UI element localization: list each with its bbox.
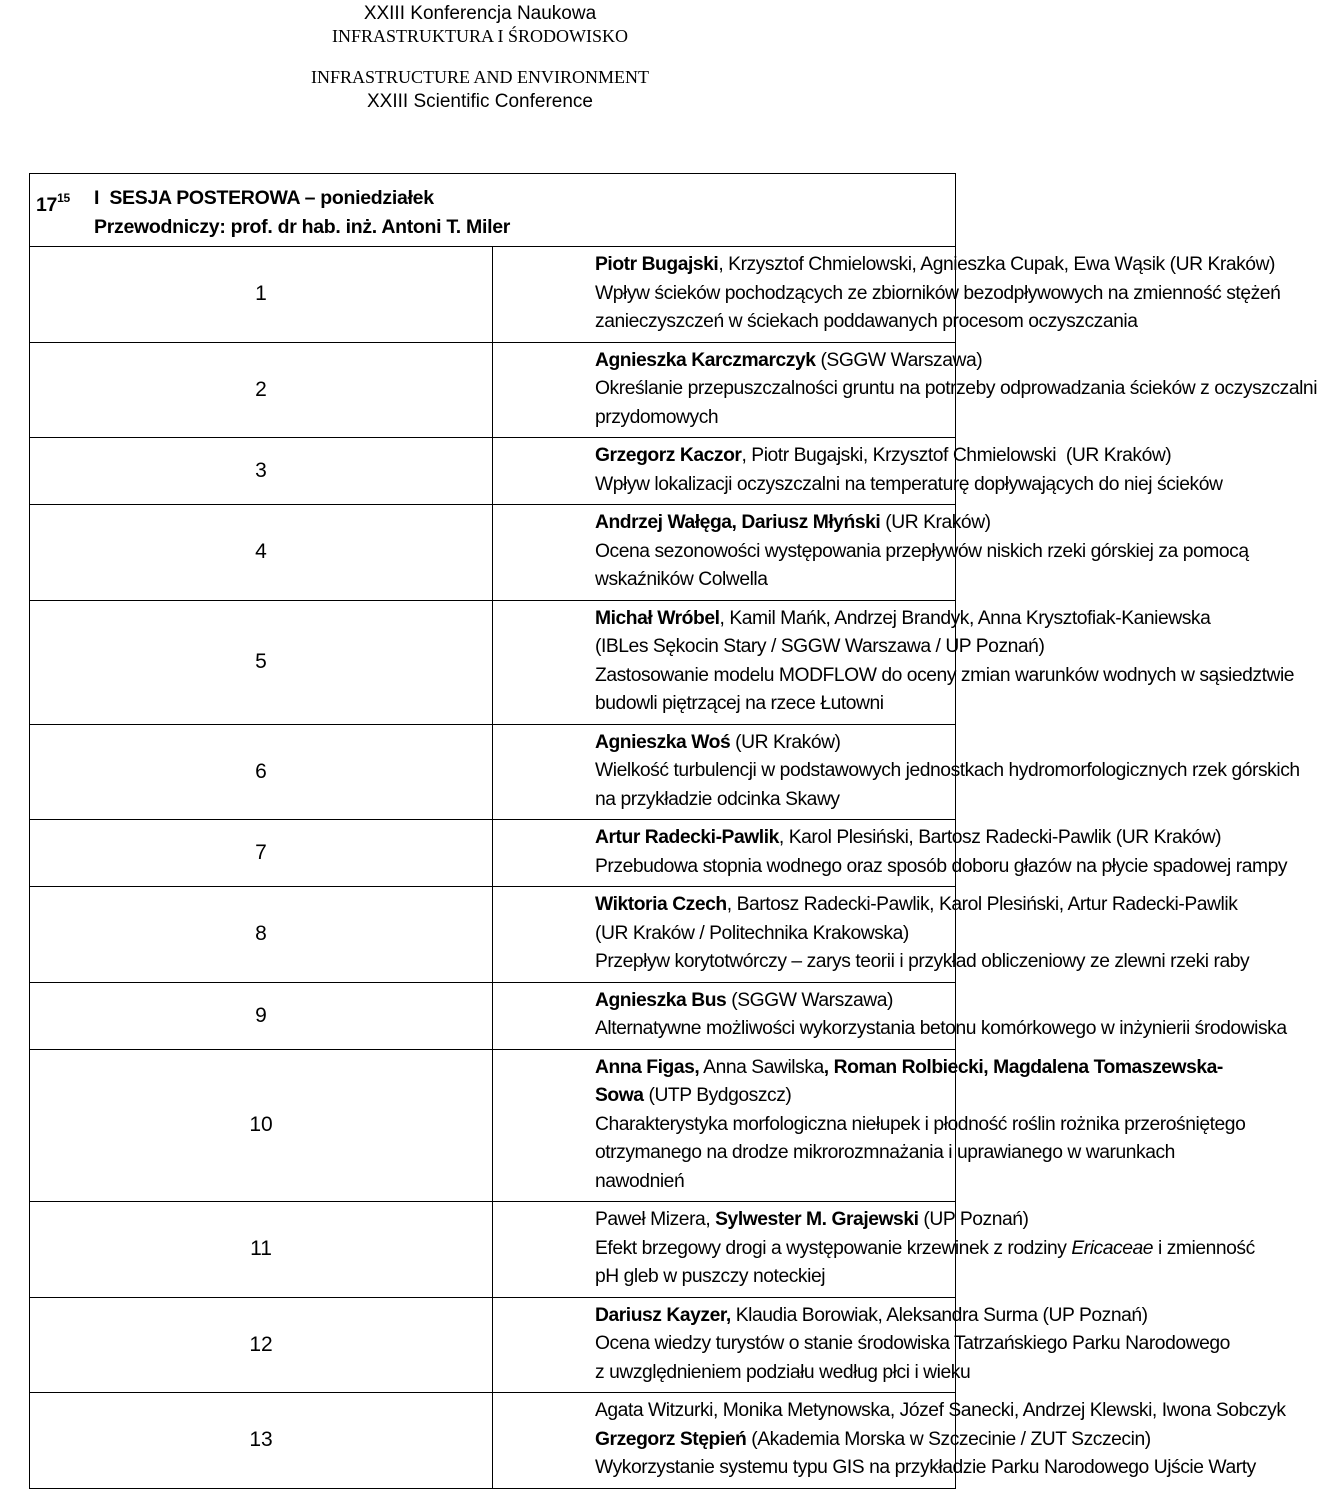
entry-author-bold: Anna Figas,: [595, 1056, 700, 1078]
entry-row: [30, 505, 956, 601]
entry-italic-text: Ericaceae: [1071, 1237, 1154, 1259]
entry-text: pH gleb w puszczy noteckiej: [595, 1266, 826, 1287]
entry-line: [595, 509, 991, 538]
entry-line: [595, 1235, 1255, 1264]
entry-line: [595, 1139, 1175, 1168]
entry-text: Wpływ ścieków pochodzących ze zbiorników bezodpływowych na zmienność stężeń: [595, 282, 1281, 304]
entry-row: [30, 600, 956, 724]
entry-number: 10: [30, 1049, 493, 1202]
entry-line: [595, 1426, 1151, 1455]
entry-line: [595, 1302, 1148, 1331]
entry-content: [493, 438, 1223, 505]
entry-text: (SGGW Warszawa): [726, 989, 894, 1011]
entry-line: [595, 605, 1211, 634]
entry-line: [595, 471, 1223, 500]
program-table: [29, 173, 1317, 1489]
entry-number: 2: [30, 342, 493, 438]
entry-line: [595, 1168, 955, 1197]
entry-author-bold: Agnieszka Bus: [595, 989, 727, 1011]
entry-author-bold: Andrzej Wałęga, Dariusz Młyński: [595, 512, 881, 533]
entry-author-bold: Agnieszka Karczmarczyk: [595, 349, 816, 371]
entry-text: z uwzględnieniem podziału według płci i wieku: [595, 1361, 971, 1383]
entry-row: [30, 342, 956, 438]
entry-author-bold: , Roman Rolbiecki, Magdalena Tomaszewska-: [823, 1056, 1223, 1078]
entry-author-bold: Piotr Bugajski: [595, 254, 719, 275]
entry-author-bold: Agnieszka Woś: [595, 731, 731, 753]
entry-row: [30, 1049, 956, 1202]
entry-text: Efekt brzegowy drogi a występowanie krzewinek z rodziny: [595, 1237, 1072, 1259]
entry-text: otrzymanego na drodze mikrorozmnażania i uprawianego w warunkach: [595, 1142, 1175, 1163]
entry-line: [595, 375, 1317, 404]
entry-line: [595, 404, 955, 433]
entry-number: 1: [30, 247, 493, 343]
entry-line: [595, 891, 1238, 920]
entry-text: , Karol Plesiński, Bartosz Radecki-Pawlik (UR Kraków): [778, 827, 1222, 848]
entry-row: [30, 982, 956, 1049]
entry-number: 12: [30, 1297, 493, 1393]
entry-line: [595, 633, 1045, 662]
entry-text: nawodnień: [595, 1170, 685, 1192]
entry-line: [595, 729, 955, 758]
entry-row: [30, 1297, 956, 1393]
entry-content: [493, 1297, 1230, 1393]
entry-content: [493, 887, 1250, 983]
session-time: $17^{15}$: [36, 191, 70, 216]
entry-text: Paweł Mizera,: [595, 1209, 716, 1230]
entry-number: 9: [30, 982, 493, 1049]
session-title: I SESJA POSTEROWA – poniedziałek: [94, 187, 434, 209]
entry-text: Alternatywne możliwości wykorzystania betonu komórkowego w inżynierii środowiska: [595, 1018, 1287, 1039]
entry-text: Przepływ korytotwórczy – zarys teorii i przykład obliczeniowy ze zlewni rzeki raby: [595, 951, 1250, 972]
entry-text: (UR Kraków): [880, 512, 991, 533]
entry-text: Wpływ lokalizacji oczyszczalni na temperaturę dopływających do niej ścieków: [595, 473, 1223, 495]
entry-author-bold: Wiktoria Czech: [595, 894, 727, 915]
entry-line: [595, 566, 955, 595]
entry-line: [595, 1263, 955, 1292]
entry-line: [595, 347, 983, 376]
entry-text: (UR Kraków / Politechnika Krakowska): [595, 922, 909, 944]
entry-text: Ocena wiedzy turystów o stanie środowiska Tatrzańskiego Parku Narodowego: [595, 1333, 1230, 1354]
entry-line: [595, 251, 1276, 280]
entry-author-bold: Grzegorz Stępień: [595, 1428, 747, 1450]
entry-text: Klaudia Borowiak, Aleksandra Surma (UP Poznań): [730, 1304, 1148, 1326]
session-row: [30, 174, 956, 247]
entry-line: [595, 662, 1295, 691]
entry-line: [595, 280, 1281, 309]
entry-text: wskaźników Colwella: [595, 569, 768, 590]
entry-content: [493, 1202, 1255, 1298]
entry-line: [595, 1082, 955, 1111]
entry-line: [595, 308, 1138, 337]
entry-line: [595, 1015, 1287, 1044]
entry-row: [30, 820, 956, 887]
entry-line: [595, 442, 1172, 471]
entry-text: Agata Witzurki, Monika Metynowska, Józef Sanecki, Andrzej Klewski, Iwona Sobczyk: [595, 1400, 1286, 1421]
entry-text: , Piotr Bugajski, Krzysztof Chmielowski (UR Kraków): [741, 445, 1172, 466]
entry-number: 3: [30, 438, 493, 505]
entry-author-bold: Dariusz Kayzer,: [595, 1304, 731, 1326]
entry-text: Zastosowanie modelu MODFLOW do oceny zmian warunków wodnych w sąsiedztwie: [595, 664, 1295, 686]
entry-text: Charakterystyka morfologiczna niełupek i płodność roślin rożnika przerośniętego: [595, 1113, 1246, 1135]
entry-line: [595, 948, 1250, 977]
header-conference-en: XXIII Scientific Conference: [367, 91, 593, 112]
entry-content: [493, 342, 1317, 438]
entry-number: 5: [30, 600, 493, 724]
entry-content: [493, 820, 1288, 887]
entry-content: [493, 1393, 1286, 1489]
entry-content: [493, 724, 1300, 820]
entry-line: [595, 690, 955, 719]
entry-content: [493, 1049, 1246, 1202]
header-title-pl: INFRASTRUKTURA I ŚRODOWISKO: [331, 26, 629, 46]
entry-row: [30, 247, 956, 343]
entry-text: (UP Poznań): [918, 1209, 1029, 1230]
entry-author-bold: Sowa: [595, 1085, 644, 1106]
entry-line: [595, 786, 955, 815]
entry-line: [595, 1454, 1256, 1483]
entry-line: [595, 1359, 971, 1388]
entry-text: Anna Sawilska: [699, 1056, 824, 1078]
entry-line: [595, 1330, 1230, 1359]
entry-text: (UR Kraków): [730, 731, 841, 753]
entry-line: [595, 853, 1288, 882]
entry-number: 6: [30, 724, 493, 820]
entry-row: [30, 438, 956, 505]
entry-text: na przykładzie odcinka Skawy: [595, 788, 840, 810]
entry-author-bold: Michał Wróbel: [595, 607, 720, 629]
entry-line: [595, 920, 955, 949]
entry-text: , Bartosz Radecki-Pawlik, Karol Plesiński, Artur Radecki-Pawlik: [726, 894, 1238, 915]
entry-row: [30, 1393, 956, 1489]
entry-author-bold: Sylwester M. Grajewski: [715, 1209, 919, 1230]
entry-text: budowli piętrzącej na rzece Łutowni: [595, 693, 884, 714]
entry-row: [30, 1202, 956, 1298]
header-conference-pl: XXIII Konferencja Naukowa: [363, 3, 597, 24]
entry-line: [595, 757, 1300, 786]
entry-row: [30, 724, 956, 820]
entry-row: [30, 887, 956, 983]
entry-text: zanieczyszczeń w ściekach poddawanych procesom oczyszczania: [595, 311, 1138, 332]
entry-content: [493, 600, 1295, 724]
entry-text: , Krzysztof Chmielowski, Agnieszka Cupak, Ewa Wąsik (UR Kraków): [718, 254, 1276, 275]
entry-text: Wykorzystanie systemu typu GIS na przykładzie Parku Narodowego Ujście Warty: [595, 1457, 1256, 1478]
entry-text: i zmienność: [1153, 1237, 1255, 1259]
entry-line: [595, 987, 955, 1016]
session-chair: Przewodniczy: prof. dr hab. inż. Antoni T. Miler: [94, 216, 511, 238]
header-title-en: INFRASTRUCTURE AND ENVIRONMENT: [310, 67, 649, 87]
entry-author-bold: Grzegorz Kaczor: [595, 445, 742, 466]
entry-content: [493, 982, 1287, 1049]
entry-text: , Kamil Mańk, Andrzej Brandyk, Anna Krysztofiak-Kaniewska: [719, 607, 1211, 629]
entry-content: [493, 505, 1249, 601]
entry-text: (SGGW Warszawa): [815, 349, 983, 371]
entry-text: Przebudowa stopnia wodnego oraz sposób doboru głazów na płycie spadowej rampy: [595, 855, 1288, 877]
entry-text: przydomowych: [595, 406, 719, 428]
entry-number: 11: [30, 1202, 493, 1298]
entry-text: (UTP Bydgoszcz): [643, 1085, 792, 1106]
entry-content: [493, 247, 1281, 343]
entry-text: Ocena sezonowości występowania przepływów niskich rzeki górskiej za pomocą: [595, 540, 1249, 562]
entry-text: (IBLes Sękocin Stary / SGGW Warszawa / UP Poznań): [595, 636, 1045, 657]
entry-text: (Akademia Morska w Szczecinie / ZUT Szczecin): [746, 1428, 1151, 1450]
entry-author-bold: Artur Radecki-Pawlik: [595, 827, 779, 848]
entry-line: [595, 1111, 1246, 1140]
entry-number: 7: [30, 820, 493, 887]
entry-text: Wielkość turbulencji w podstawowych jednostkach hydromorfologicznych rzek górskich: [595, 760, 1300, 781]
entry-line: [595, 824, 1222, 853]
entry-number: 4: [30, 505, 493, 601]
entry-line: [595, 1054, 1223, 1083]
entry-line: [595, 1206, 1029, 1235]
entry-line: [595, 538, 1249, 567]
entry-number: 13: [30, 1393, 493, 1489]
entry-line: [595, 1397, 1286, 1426]
entry-number: 8: [30, 887, 493, 983]
entry-text: Określanie przepuszczalności gruntu na potrzeby odprowadzania ścieków z oczyszczalni: [595, 378, 1317, 399]
